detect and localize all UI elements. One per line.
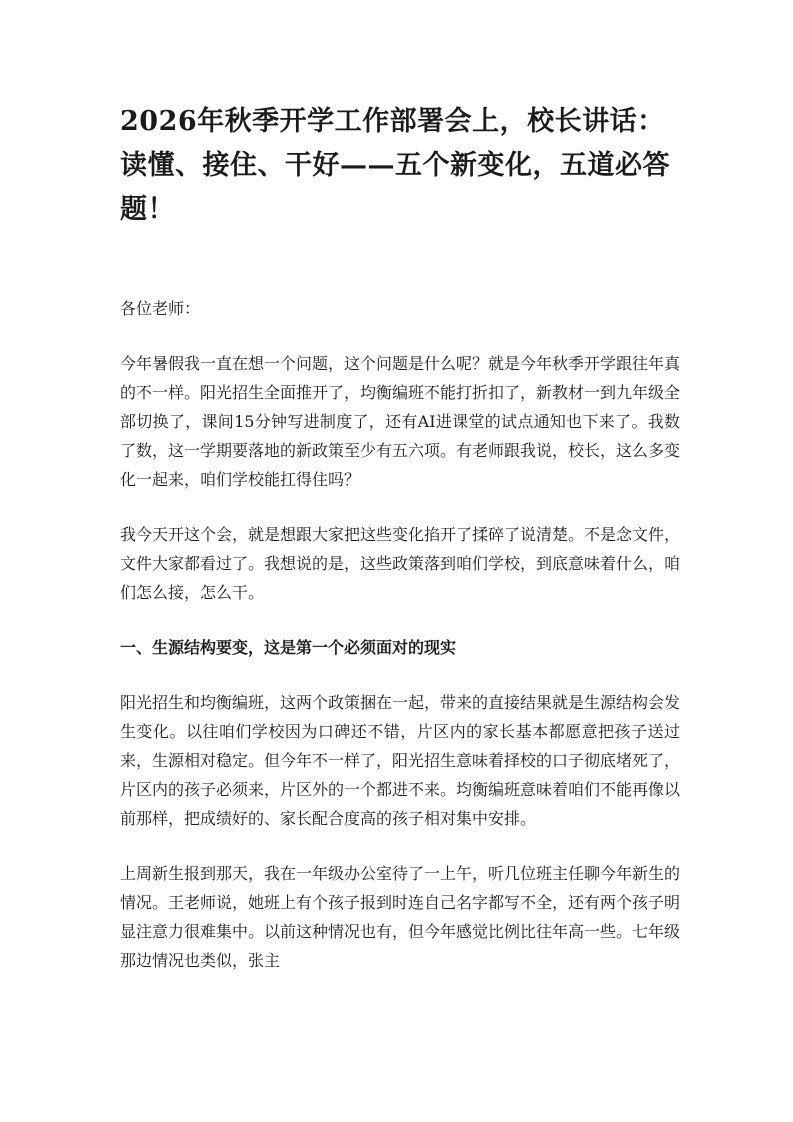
intro-paragraph-1: 今年暑假我一直在想一个问题，这个问题是什么呢？就是今年秋季开学跟往年真的不一样。阳光招生全面推开了，均衡编班不能打折扣了，新教材一到九年级全部切换了，课间15分钟写进制度了，还有AI进课堂的试点通知也下来了。我数了数，这一学期要落地的新政策至少有五六项。有老师跟我说，校长，这么多变化一起来，咱们学校能扛得住吗？ <box>120 354 681 489</box>
salutation: 各位老师： <box>120 299 201 318</box>
document-content <box>120 100 680 975</box>
document-title: 2026年秋季开学工作部署会上，校长讲话：读懂、接住、干好——五个新变化，五道必答题！ <box>120 106 670 225</box>
section-1-paragraph-1: 阳光招生和均衡编班，这两个政策捆在一起，带来的直接结果就是生源结构会发生变化。以往咱们学校因为口碑还不错，片区内的家长基本都愿意把孩子送过来，生源相对稳定。但今年不一样了，阳光招生意味着择校的口子彻底堵死了，片区内的孩子必须来，片区外的一个都进不来。均衡编班意味着咱们不能再像以前那样，把成绩好的、家长配合度高的孩子相对集中安排。 <box>120 693 681 828</box>
intro-paragraph-2: 我今天开这个会，就是想跟大家把这些变化掐开了揉碎了说清楚。不是念文件，文件大家都看过了。我想说的是，这些政策落到咱们学校，到底意味着什么，咱们怎么接，怎么干。 <box>120 525 681 602</box>
section-heading-1: 一、生源结构要变，这是第一个必须面对的现实 <box>120 638 457 657</box>
section-1-paragraph-2: 上周新生报到那天，我在一年级办公室待了一上午，听几位班主任聊今年新生的情况。王老师说，她班上有个孩子报到时连自己名字都写不全，还有两个孩子明显注意力很难集中。以前这种情况也有，但今年感觉比例比往年高一些。七年级那边情况也类似，张主 <box>120 864 681 970</box>
